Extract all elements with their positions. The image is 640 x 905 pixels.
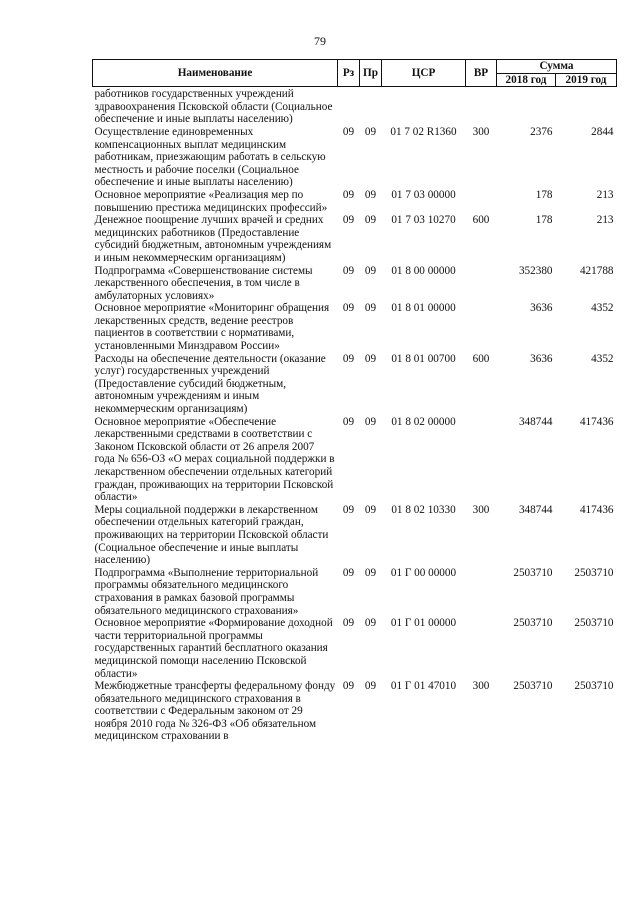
cell-vr: 300 <box>472 503 490 516</box>
cell-csr: 01 8 02 10330 <box>391 503 456 516</box>
cell-vr <box>466 567 497 617</box>
cell-pr: 09 <box>364 264 377 277</box>
cell-vr: 600 <box>472 352 490 365</box>
cell-vr <box>466 302 497 352</box>
cell-sum-2019: 2503710 <box>574 680 614 693</box>
cell-sum-2018: 352380 <box>518 264 553 277</box>
cell-sum-2018: 3636 <box>530 352 553 365</box>
table-row <box>93 189 617 214</box>
header-vr: ВР <box>466 60 497 87</box>
page-number: 79 <box>314 34 326 48</box>
cell-sum-2019: 4352 <box>591 352 614 365</box>
cell-csr: 01 8 02 00000 <box>391 415 456 428</box>
cell-sum-2018: 2503710 <box>513 680 553 693</box>
cell-vr: 300 <box>472 680 490 693</box>
cell-sum-2018: 348744 <box>518 415 553 428</box>
header-year-2018: 2018 год <box>497 73 556 87</box>
table-row <box>93 680 617 743</box>
table-row <box>93 126 617 189</box>
cell-csr: 01 7 02 R1360 <box>390 125 457 138</box>
header-name: Наименование <box>93 60 338 87</box>
cell-rz: 09 <box>342 302 355 315</box>
table-row <box>93 353 617 416</box>
cell-vr <box>466 189 497 214</box>
cell-rz: 09 <box>342 503 355 516</box>
budget-table <box>92 59 617 743</box>
cell-pr <box>360 87 382 126</box>
cell-sum-2019: 4352 <box>591 302 614 315</box>
table-row <box>93 504 617 567</box>
table-row <box>93 302 617 352</box>
cell-name: Денежное поощрение лучших врачей и средних медицинских работников (Предоставление субсидий бюджетным, автономным учреждениям и иным некоммерческим организациям) <box>94 214 332 264</box>
cell-rz: 09 <box>342 415 355 428</box>
cell-pr: 09 <box>364 617 377 630</box>
header-rz: Рз <box>338 60 360 87</box>
cell-sum-2018: 2503710 <box>513 566 553 579</box>
cell-sum-2019: 2844 <box>591 125 614 138</box>
cell-name: Подпрограмма «Совершенствование системы лекарственного обеспечения, в том числе в амбулаторных условиях» <box>94 264 313 302</box>
cell-name: Основное мероприятие «Формирование доходной части территориальной программы государственных гарантий бесплатного оказания медицинской помощи населению Псковской области» <box>94 617 333 680</box>
cell-pr: 09 <box>364 352 377 365</box>
cell-sum-2019: 421788 <box>579 264 614 277</box>
cell-csr: 01 8 00 00000 <box>391 264 456 277</box>
cell-pr: 09 <box>364 188 377 201</box>
cell-name: Осуществление единовременных компенсационных выплат медицинским работникам, приезжающим работать в сельскую местность и рабочие поселки (Социальное обеспечение и иные выплаты населению) <box>94 125 326 189</box>
cell-sum-2018: 178 <box>535 188 553 201</box>
cell-pr: 09 <box>364 214 377 227</box>
cell-sum-2018 <box>497 87 556 126</box>
cell-csr <box>382 87 466 126</box>
cell-rz: 09 <box>342 214 355 227</box>
cell-vr <box>466 416 497 504</box>
cell-csr: 01 8 01 00000 <box>391 302 456 315</box>
cell-rz: 09 <box>342 352 355 365</box>
cell-sum-2019 <box>556 87 617 126</box>
cell-rz: 09 <box>342 617 355 630</box>
cell-name: Меры социальной поддержки в лекарственном обеспечении отдельных категорий граждан, проживающих на территории Псковской области (Социальное обеспечение и иные выплаты населению) <box>94 503 329 567</box>
cell-vr <box>466 87 497 126</box>
table-row <box>93 567 617 617</box>
cell-sum-2019: 213 <box>596 188 614 201</box>
cell-vr <box>466 265 497 303</box>
cell-rz: 09 <box>342 566 355 579</box>
cell-rz: 09 <box>342 188 355 201</box>
table-row <box>93 617 617 680</box>
header-csr: ЦСР <box>382 60 466 87</box>
cell-sum-2019: 2503710 <box>574 617 614 630</box>
table-row <box>93 265 617 303</box>
cell-name: Расходы на обеспечение деятельности (оказание услуг) государственных учреждений (Предоставление субсидий бюджетным, автономным учреждениям и иным некоммерческим организациям) <box>94 352 326 416</box>
cell-rz <box>338 87 360 126</box>
cell-name: работников государственных учреждений здравоохранения Псковской области (Социальное обеспечение и иные выплаты населению) <box>94 88 333 126</box>
cell-name: Межбюджетные трансферты федеральному фонду обязательного медицинского страхования в соответствии с Федеральным законом от 29 ноября 2010 года № 326-ФЗ «Об обязательном медицинском страховании в <box>94 680 336 743</box>
cell-pr: 09 <box>364 125 377 138</box>
header-pr: Пр <box>360 60 382 87</box>
cell-csr: 01 8 01 00700 <box>391 352 456 365</box>
header-sum: Сумма <box>497 60 617 74</box>
table-row <box>93 214 617 264</box>
cell-rz: 09 <box>342 125 355 138</box>
cell-csr: 01 Г 00 00000 <box>390 566 457 579</box>
cell-rz: 09 <box>342 680 355 693</box>
cell-sum-2018: 2376 <box>530 125 553 138</box>
header-year-2019: 2019 год <box>556 73 617 87</box>
cell-vr: 600 <box>472 214 490 227</box>
cell-sum-2019: 417436 <box>579 415 614 428</box>
cell-csr: 01 Г 01 00000 <box>390 617 457 630</box>
cell-name: Основное мероприятие «Мониторинг обращения лекарственных средств, ведение реестров пациентов в соответствии с нормативами, установленными Минздравом России» <box>94 302 330 353</box>
table-body <box>93 87 617 743</box>
table-row <box>93 87 617 126</box>
cell-sum-2018: 178 <box>535 214 553 227</box>
cell-sum-2018: 3636 <box>530 302 553 315</box>
cell-name: Основное мероприятие «Реализация мер по повышению престижа медицинских профессий» <box>94 188 328 214</box>
cell-pr: 09 <box>364 503 377 516</box>
cell-pr: 09 <box>364 302 377 315</box>
cell-csr: 01 7 03 00000 <box>391 188 456 201</box>
table-row <box>93 416 617 504</box>
cell-sum-2018: 348744 <box>518 503 553 516</box>
cell-csr: 01 7 03 10270 <box>391 214 456 227</box>
cell-csr: 01 Г 01 47010 <box>390 680 457 693</box>
table-header <box>93 60 617 87</box>
cell-pr: 09 <box>364 680 377 693</box>
cell-sum-2019: 2503710 <box>574 566 614 579</box>
cell-rz: 09 <box>342 264 355 277</box>
cell-name: Подпрограмма «Выполнение территориальной программы обязательного медицинского страхования в рамках базовой программы обязательного медицинского страхования» <box>94 566 319 617</box>
cell-vr: 300 <box>472 125 490 138</box>
cell-name: Основное мероприятие «Обеспечение лекарственными средствами в соответствии с Законом Псковской области от 26 апреля 2007 года № 656-ОЗ «О мерах социальной поддержки в лекарственном обеспечении отдельных категорий граждан, проживающих на территории Псковской области» <box>94 415 335 504</box>
cell-pr: 09 <box>364 566 377 579</box>
cell-sum-2019: 417436 <box>579 503 614 516</box>
cell-vr <box>466 617 497 680</box>
cell-sum-2018: 2503710 <box>513 617 553 630</box>
cell-sum-2019: 213 <box>596 214 614 227</box>
cell-pr: 09 <box>364 415 377 428</box>
